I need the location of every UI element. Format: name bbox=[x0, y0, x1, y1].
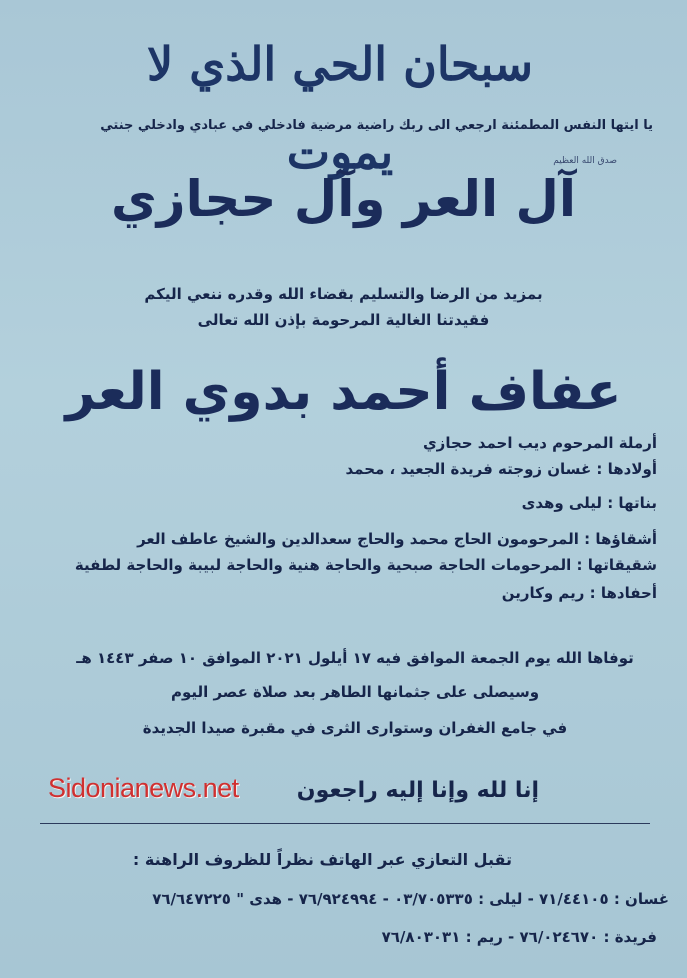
deceased-name: عفاف أحمد بدوي العر bbox=[65, 362, 622, 422]
relative-line: أولادها : غسان زوجته فريدة الجعيد ، محمد bbox=[345, 460, 657, 478]
burial-location-line: في جامع الغفران وستوارى الثرى في مقبرة صيدا الجديدة bbox=[142, 719, 568, 737]
condolence-phones-line-1: غسان : ٧١/٤٤١٠٥ - ليلى : ٠٣/٧٠٥٣٣٥ - ٧٦/٩٢٤٩٩٤ - هدى " ٧٦/٦٤٧٢٢٥ bbox=[152, 890, 669, 908]
relative-line: أشقاؤها : المرحومون الحاج محمد والحاج سعدالدين والشيخ عاطف العر bbox=[137, 530, 657, 548]
family-names-title: آل العر وآل حجازي bbox=[110, 170, 577, 228]
condolences-title: تقبل التعازي عبر الهاتف نظراً للظروف الراهنة : bbox=[132, 850, 512, 869]
relative-line: أرملة المرحوم ديب احمد حجازي bbox=[422, 434, 657, 452]
relative-line: أحفادها : ريم وكارين bbox=[501, 584, 657, 602]
intro-line-2: فقيدتنا الغالية المرحومة بإذن الله تعالى bbox=[197, 311, 490, 329]
sadaqa-text: صدق الله العظيم bbox=[553, 156, 617, 166]
intro-line-1: بمزيد من الرضا والتسليم بقضاء الله وقدره ننعي اليكم bbox=[144, 285, 543, 303]
relative-line: بناتها : ليلى وهدى bbox=[521, 494, 657, 512]
condolence-phones-line-2: فريدة : ٧٦/٠٢٤٦٧٠ - ريم : ٧٦/٨٠٣٠٣١ bbox=[381, 928, 657, 946]
relative-line: شقيقاتها : المرحومات الحاجة صبحية والحاجة هنية والحاجة لبيبة والحاجة لطفية bbox=[74, 556, 657, 574]
divider-line bbox=[40, 823, 650, 824]
quran-verse: يا ايتها النفس المطمئنة ارجعي الى ربك راضية مرضية فادخلي في عبادي وادخلي جنتي bbox=[100, 118, 653, 133]
inna-lillah-phrase: إنا لله وإنا إليه راجعون bbox=[296, 778, 539, 803]
watermark-logo: Sidonianews.net bbox=[48, 773, 239, 803]
death-date-line: توفاها الله يوم الجمعة الموافق فيه ١٧ أيلول ٢٠٢١ الموافق ١٠ صفر ١٤٤٣ هـ bbox=[76, 649, 634, 667]
header-calligraphy: سبحان الحي الذي لا يموت bbox=[147, 37, 533, 179]
funeral-prayer-line: وسيصلى على جثمانها الطاهر بعد صلاة عصر اليوم bbox=[170, 683, 540, 701]
